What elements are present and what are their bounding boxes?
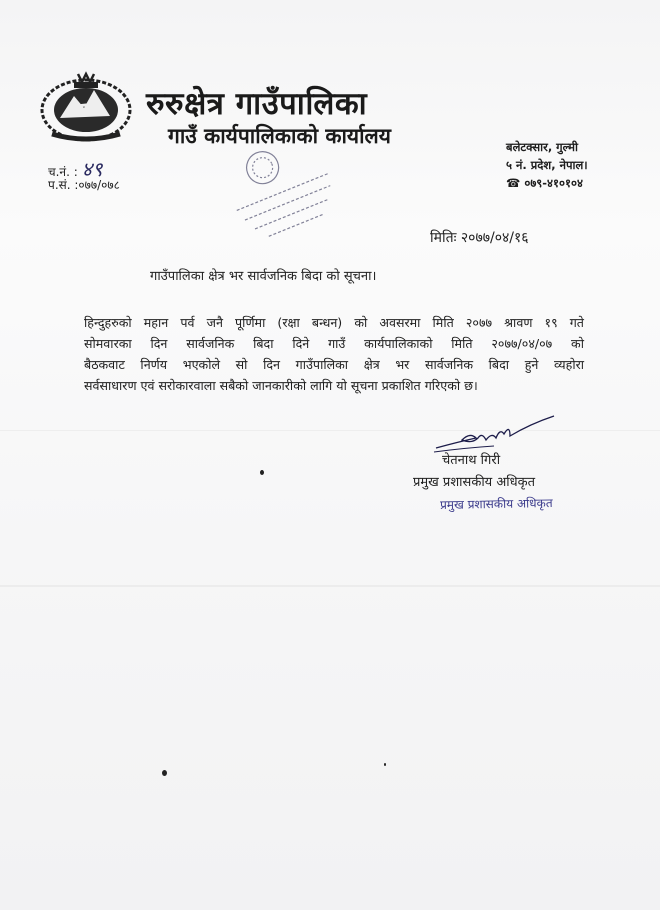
body-line: बैठकवाट निर्णय भएकोले सो दिन गाउँपालिका क्षेत्र भर सार्वजनिक बिदा हुने व्यहोरा [84,357,584,372]
ink-speck [384,763,386,766]
phone-line [506,176,583,191]
ink-speck [162,770,167,776]
body-line: सोमवारका दिन सार्वजनिक बिदा दिने गाउँ कार्यपालिकाको मिति २०७७/०४/०७ को [84,336,584,351]
office-name: गाउँ कार्यपालिकाको कार्यालय [168,124,391,148]
signatory-title: प्रमुख प्रशासकीय अधिकृत [413,475,536,490]
ink-speck [260,470,264,475]
designation-stamp: प्रमुख प्रशासकीय अधिकृत [439,496,553,512]
office-stamp [222,138,352,238]
paper-crease [0,430,660,431]
letter-date: मितिः २०७७/०४/१६ [430,230,529,246]
notice-body [84,312,584,396]
phone-number: ०७९-४१०१०४ [524,176,583,190]
letter-number-label: च.नं. : [48,165,78,179]
nepal-emblem-logo [38,68,134,144]
signatory-name: चेतनाथ गिरी [442,453,501,468]
notice-subject: गाउँपालिका क्षेत्र भर सार्वजनिक बिदा को सूचना। [150,269,377,284]
fiscal-year: प.सं. :०७७/०७८ [48,178,120,192]
address-line-2: ५ नं. प्रदेश, नेपाल। [506,158,588,172]
address-line-1: बलेटक्सार, गुल्मी [506,140,578,154]
body-line: हिन्दुहरुको महान पर्व जनै पूर्णिमा (रक्षा बन्धन) को अवसरमा मिति २०७७ श्रावण १९ गते [84,315,584,330]
letter-number-value: ४९ [81,157,103,181]
municipality-name: रुरुक्षेत्र गाउँपालिका [146,86,368,122]
body-line: सर्वसाधारण एवं सरोकारवाला सबैको जानकारीको लागि यो सूचना प्रकाशित गरिएको छ। [84,378,478,393]
phone-icon: ☎ [506,176,521,190]
paper-crease [0,585,660,587]
